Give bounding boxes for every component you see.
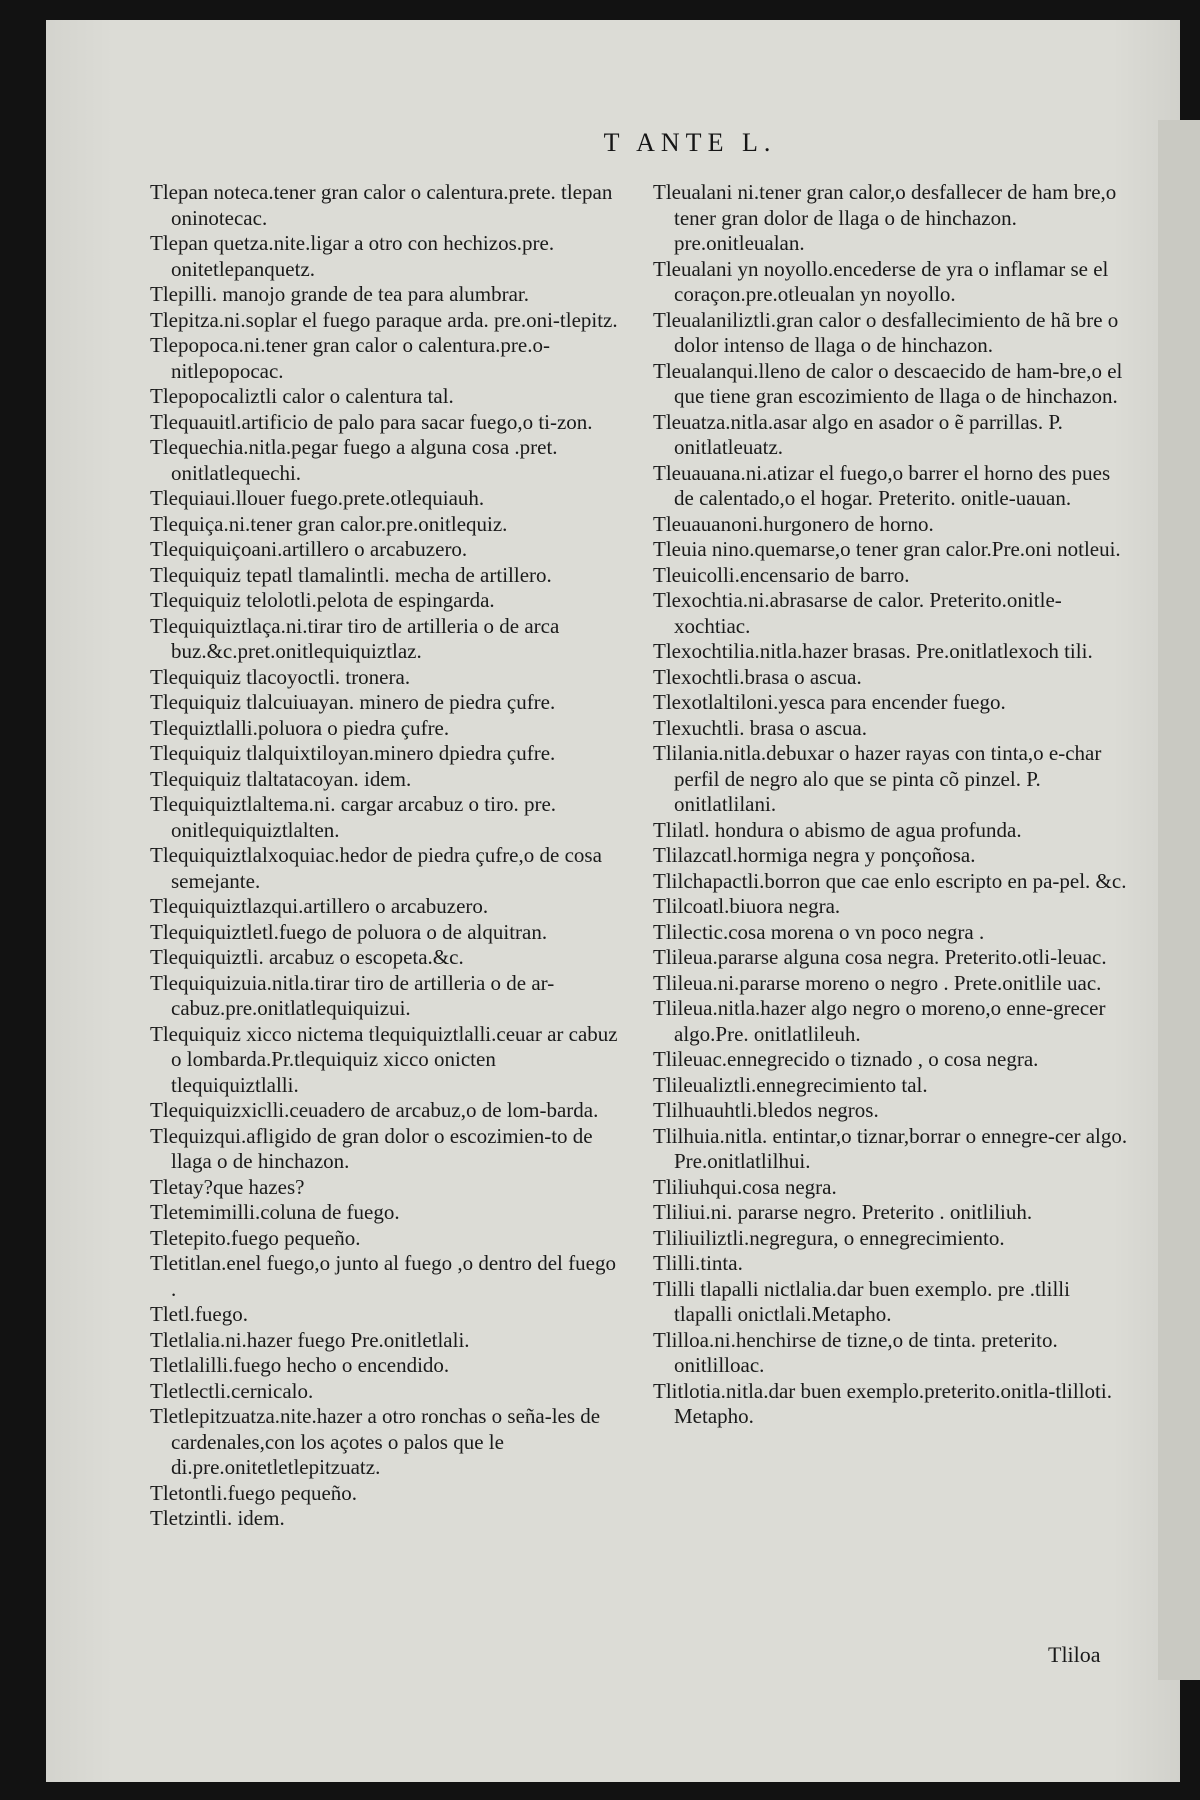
dictionary-entry: Tlequiquizxiclli.ceuadero de arcabuz,o de lom-barda. [150,1098,599,1122]
dictionary-entry: Tlequiztlalli.poluora o piedra çufre. [150,715,450,740]
dictionary-entry: Tlilhuia.nitla. entintar,o tiznar,borrar o ennegre-cer algo. Pre.onitlatlilhui. [653,1123,1128,1173]
dictionary-entry: Tletlepitzuatza.nite.hazer a otro ronchas o seña-les de cardenales,con los açotes o palos que le di.pre.onitetletlepitzuatz. [150,1404,601,1479]
dictionary-entry: Tlepan quetza.nite.ligar a otro con hechizos.pre. onitetlepanquetz. [150,231,555,281]
dictionary-entry: Tleuatza.nitla.asar algo en asador o ẽ parrillas. P. onitlatleuatz. [653,409,1063,459]
dictionary-entry: Tlequiquiztlaça.ni.tirar tiro de artilleria o de arca buz.&c.pret.onitlequiquiztlaz. [150,613,560,663]
dictionary-entry: Tleualaniliztli.gran calor o desfallecimiento de hã bre o dolor intenso de llaga o de hinchazon. [653,307,1119,357]
dictionary-entry: Tletemimilli.coluna de fuego. [150,1200,400,1224]
dictionary-entry: Tlitlotia.nitla.dar buen exemplo.preterito.onitla-tlilloti. Metapho. [653,1378,1112,1428]
dictionary-entry: Tlequiquiz tepatl tlamalintli. mecha de artillero. [150,562,552,587]
dictionary-entry: Tlequiquiztlaltema.ni. cargar arcabuz o tiro. pre. onitlequiquiztlalten. [150,792,557,842]
dictionary-entry: Tletl.fuego. [150,1302,248,1326]
dictionary-entry: Tletontli.fuego pequeño. [150,1480,358,1505]
catchword: Tliloa [1048,1642,1101,1667]
dictionary-entry: Tlexochtilia.nitla.hazer brasas. Pre.onitlatlexoch tili. [653,639,1093,663]
dictionary-entry: Tlileualiztli.ennegrecimiento tal. [653,1072,928,1097]
dictionary-entry: Tlequiquiztlalxoquiac.hedor de piedra çufre,o de cosa semejante. [150,843,602,893]
dictionary-entry: Tletlectli.cernicalo. [150,1378,314,1403]
dictionary-entry: Tlilazcatl.hormiga negra y ponçoñosa. [653,843,976,867]
dictionary-entry: Tliliuiliztli.negregura, o ennegrecimiento. [653,1225,1005,1250]
dictionary-entry: Tlequiquiz xicco nictema tlequiquiztlalli.ceuar ar cabuz o lombarda.Pr.tlequiquiz xicco onicten tlequiquiztlalli. [150,1021,618,1097]
dictionary-entry: Tleuauanoni.hurgonero de horno. [653,511,934,536]
dictionary-entry: Tlilania.nitla.debuxar o hazer rayas con tinta,o e-char perfil de negro alo que se pinta cõ pinzel. P. onitlatlilani. [653,741,1102,816]
dictionary-entry: Tlexochtli.brasa o ascua. [653,664,862,689]
dictionary-entry: Tlepopocaliztli calor o calentura tal. [150,384,454,408]
dictionary-entry: Tleualanqui.lleno de calor o descaecido de ham-bre,o el que tiene gran escozimiento de llaga o de hinchazon. [653,358,1123,408]
dictionary-entry: Tlilli tlapalli nictlalia.dar buen exemplo. pre .tlilli tlapalli onictlali.Metapho. [653,1276,1070,1326]
dictionary-entry: Tleuicolli.encensario de barro. [653,562,910,587]
dictionary-entry: Tlexotlaltiloni.yesca para encender fuego. [653,690,1006,714]
dictionary-entry: Tlilcoatl.biuora negra. [653,894,841,918]
dictionary-entry: Tlilatl. hondura o abismo de agua profunda. [653,817,1022,842]
dictionary-entry: Tlileua.pararse alguna cosa negra. Preterito.otli-leuac. [653,945,1107,969]
dictionary-entry: Tleualani yn noyollo.encederse de yra o inflamar se el coraçon.pre.otleualan yn noyollo. [653,256,1109,306]
dictionary-entry: Tlepan noteca.tener gran calor o calentura.prete. tlepan oninotecac. [150,180,613,230]
dictionary-entry: Tlequiquiztli. arcabuz o escopeta.&c. [150,945,464,969]
dictionary-entry: Tlequiquiçoani.artillero o arcabuzero. [150,537,468,561]
page-title: T ANTE L. [603,128,777,157]
dictionary-entry: Tlequiça.ni.tener gran calor.pre.onitlequiz. [150,511,508,536]
dictionary-entry: Tletitlan.enel fuego,o junto al fuego ,o dentro del fuego . [150,1251,616,1301]
dictionary-entry: Tlileua.ni.pararse moreno o negro . Prete.onitlile uac. [653,970,1102,995]
dictionary-entry: Tlequiquiztlazqui.artillero o arcabuzero. [150,894,489,918]
dictionary-entry: Tlilhuauhtli.bledos negros. [653,1098,879,1122]
dictionary-entry: Tlequiquiz telolotli.pelota de espingarda. [150,588,495,612]
dictionary-entry: Tlilloa.ni.henchirse de tizne,o de tinta. preterito. onitlilloac. [653,1327,1058,1377]
dictionary-entry: Tletzintli. idem. [150,1506,285,1530]
dictionary-entry: Tletlalia.ni.hazer fuego Pre.onitletlali. [150,1327,470,1352]
running-header [0,128,1200,158]
dictionary-entry: Tlexuchtli. brasa o ascua. [653,715,867,740]
dictionary-entry: Tletay?que hazes? [150,1174,305,1199]
dictionary-entry: Tlequauitl.artificio de palo para sacar fuego,o ti-zon. [150,409,593,434]
adjacent-page-edge [1158,120,1200,1680]
dictionary-entry: Tlilectic.cosa morena o vn poco negra . [653,919,985,944]
dictionary-entry: Tlequiquiz tlalquixtiloyan.minero dpiedra çufre. [150,741,556,765]
dictionary-entry: Tlequechia.nitla.pegar fuego a alguna cosa .pret. onitlatlequechi. [150,435,558,485]
dictionary-entry: Tletepito.fuego pequeño. [150,1225,361,1250]
dictionary-entry: Tlepitza.ni.soplar el fuego paraque arda. pre.oni-tlepitz. [150,307,618,332]
dictionary-entry: Tlequiquiztletl.fuego de poluora o de alquitran. [150,919,548,944]
dictionary-entry: Tlequiquiz tlacoyoctli. tronera. [150,664,411,689]
dictionary-entry: Tliliuhqui.cosa negra. [653,1174,837,1199]
dictionary-entry: Tlequizqui.afligido de gran dolor o escozimien-to de llaga o de hinchazon. [150,1123,593,1173]
dictionary-entry: Tlepopoca.ni.tener gran calor o calentura.pre.o-nitlepopocac. [150,333,550,383]
right-column [653,180,1128,1430]
dictionary-entry: Tlileuac.ennegrecido o tiznado , o cosa negra. [653,1047,1039,1071]
dictionary-entry: Tletlalilli.fuego hecho o encendido. [150,1353,450,1377]
dictionary-entry: Tleuia nino.quemarse,o tener gran calor.Pre.oni notleui. [653,537,1121,561]
dictionary-entry: Tlileua.nitla.hazer algo negro o moreno,o enne-grecer algo.Pre. onitlatlileuh. [653,996,1106,1046]
dictionary-entry: Tlequiaui.llouer fuego.prete.otlequiauh. [150,486,485,510]
dictionary-entry: Tlequiquizuia.nitla.tirar tiro de artilleria o de ar-cabuz.pre.onitlatlequiquizui. [150,970,555,1020]
dictionary-entry: Tlilchapactli.borron que cae enlo escripto en pa-pel. &c. [653,868,1127,893]
dictionary-entry: Tlequiquiz tlalcuiuayan. minero de piedra çufre. [150,690,556,714]
dictionary-entry: Tlepilli. manojo grande de tea para alumbrar. [150,282,530,306]
dictionary-entry: Tlequiquiz tlaltatacoyan. idem. [150,766,412,791]
dictionary-entry: Tlilli.tinta. [653,1251,743,1275]
dictionary-entry: Tleuauana.ni.atizar el fuego,o barrer el horno des pues de calentado,o el hogar. Preterito. onitle-uauan. [653,460,1111,510]
dictionary-entry: Tliliui.ni. pararse negro. Preterito . onitliliuh. [653,1200,1033,1224]
left-column [150,180,625,1532]
dictionary-entry: Tlexochtia.ni.abrasarse de calor. Preterito.onitle-xochtiac. [653,588,1062,638]
dictionary-entry: Tleualani ni.tener gran calor,o desfallecer de ham bre,o tener gran dolor de llaga o de hinchazon. pre.onitleualan. [653,180,1117,255]
